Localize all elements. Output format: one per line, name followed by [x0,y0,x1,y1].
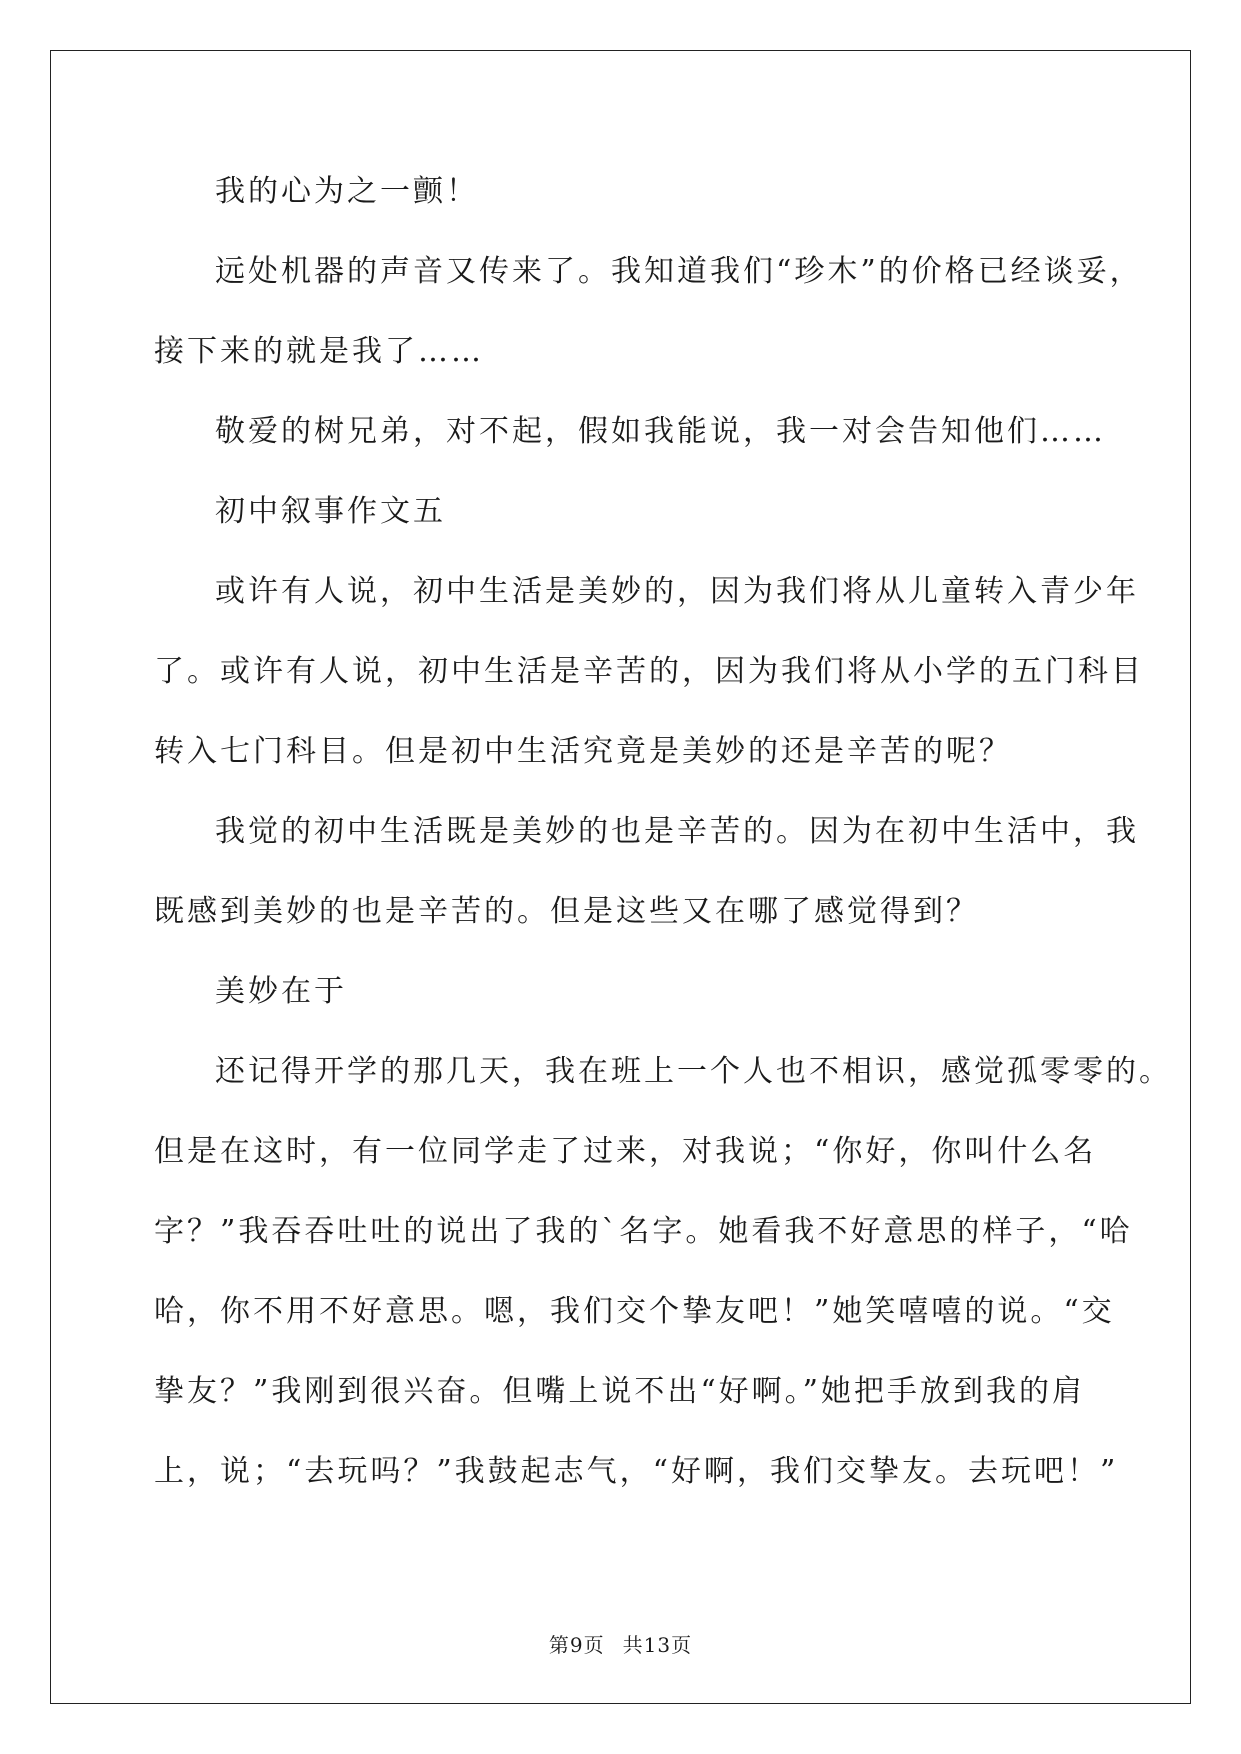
paragraph-line: 上，说；“去玩吗？”我鼓起志气，“好啊，我们交挚友。去玩吧！” [154,1454,1119,1489]
paragraph-line: 哈，你不用不好意思。嗯，我们交个挚友吧！”她笑嘻嘻的说。“交 [154,1294,1115,1329]
paragraph-line: 敬爱的树兄弟，对不起，假如我能说，我一对会告知他们…… [215,414,1106,449]
paragraph-line: 挚友？”我刚到很兴奋。但嘴上说不出“好啊。”她把手放到我的肩 [154,1374,1086,1409]
paragraph-line: 转入七门科目。但是初中生活究竟是美妙的还是辛苦的呢？ [154,734,1012,769]
page-total: 共13页 [622,1633,693,1657]
paragraph-line: 字？”我吞吞吐吐的说出了我的`名字。她看我不好意思的样子，“哈 [154,1214,1133,1249]
paragraph-line: 了。或许有人说，初中生活是辛苦的，因为我们将从小学的五门科目 [154,654,1144,689]
paragraph-line: 或许有人说，初中生活是美妙的，因为我们将从儿童转入青少年 [215,574,1139,609]
page-footer [0,1632,1241,1658]
paragraph-line: 我的心为之一颤！ [215,174,479,209]
section-heading: 美妙在于 [215,974,347,1009]
paragraph-line: 既感到美妙的也是辛苦的。但是这些又在哪了感觉得到？ [154,894,979,929]
paragraph-line: 还记得开学的那几天，我在班上一个人也不相识，感觉孤零零的。 [215,1054,1172,1089]
paragraph-line: 接下来的就是我了…… [154,334,484,369]
paragraph-line: 但是在这时，有一位同学走了过来，对我说；“你好，你叫什么名 [154,1134,1097,1169]
paragraph-line: 我觉的初中生活既是美妙的也是辛苦的。因为在初中生活中，我 [215,814,1139,849]
page-number: 第9页 [548,1633,605,1657]
paragraph-line: 远处机器的声音又传来了。我知道我们“珍木”的价格已经谈妥， [215,254,1143,289]
section-heading: 初中叙事作文五 [215,494,446,529]
